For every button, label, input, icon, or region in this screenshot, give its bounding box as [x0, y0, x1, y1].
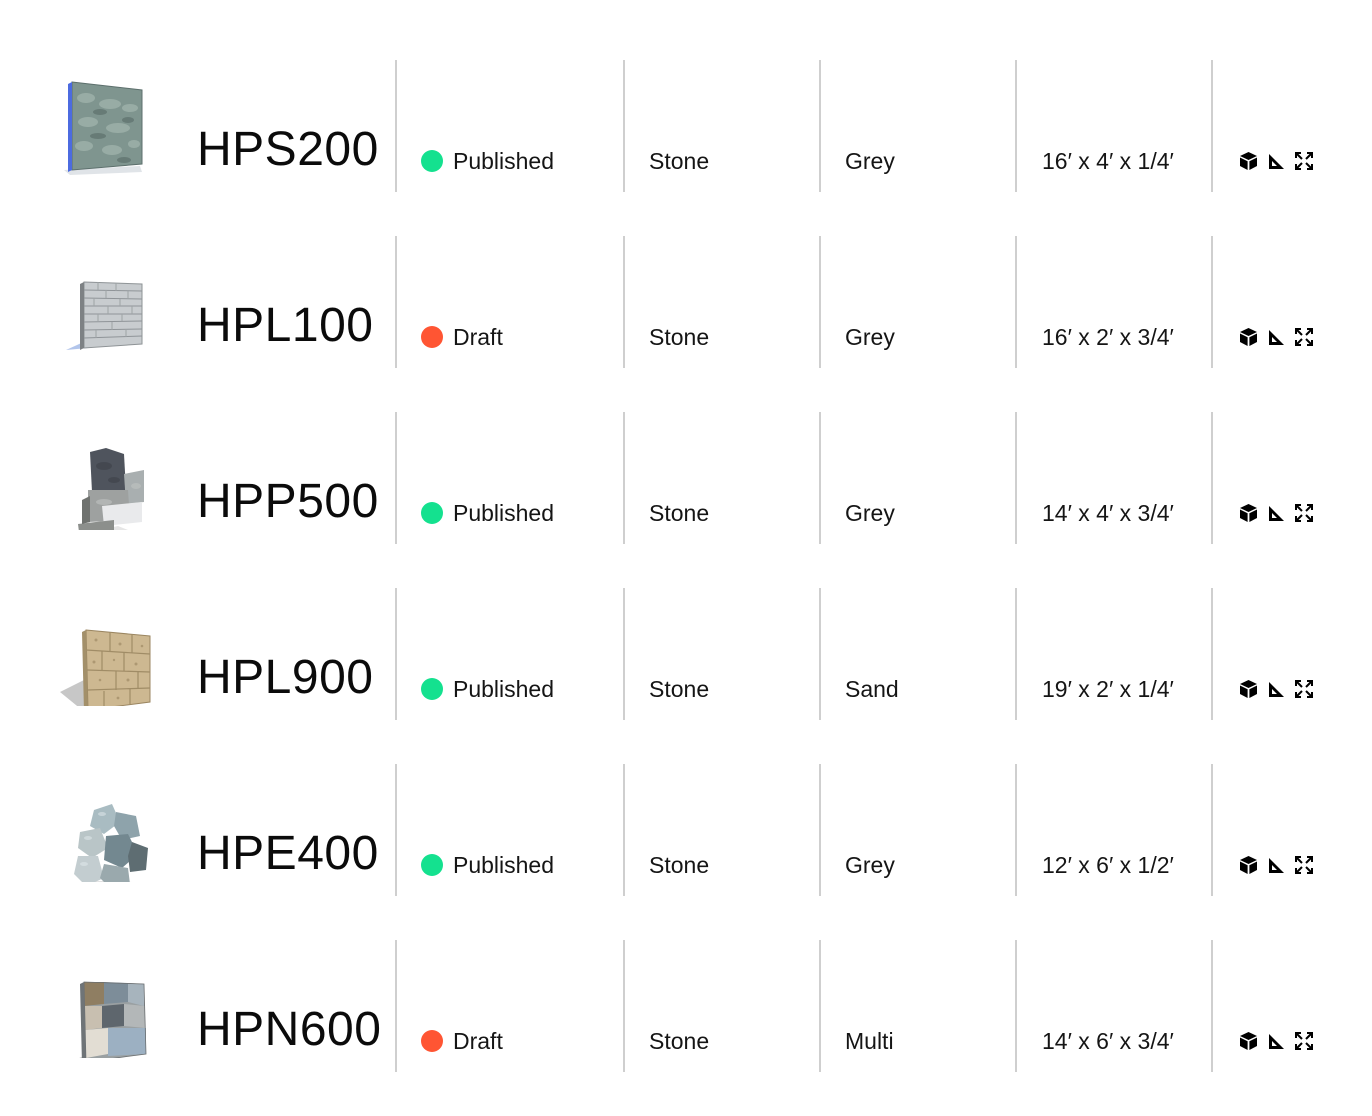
- column-divider: [1211, 588, 1213, 720]
- product-thumbnail[interactable]: [58, 254, 158, 354]
- dimensions-cell: 19′ x 2′ x 1/4′: [1042, 676, 1174, 702]
- status-dot-published: [421, 678, 443, 700]
- color-cell: Multi: [845, 1028, 894, 1054]
- cube-icon[interactable]: [1238, 327, 1258, 347]
- column-divider: [1211, 764, 1213, 896]
- status-label: Published: [453, 852, 555, 878]
- dimensions-cell: 12′ x 6′ x 1/2′: [1042, 852, 1174, 878]
- material-cell: Stone: [649, 148, 710, 174]
- row-actions: [1238, 855, 1322, 875]
- product-thumbnail[interactable]: [58, 430, 158, 530]
- cube-icon[interactable]: [1238, 503, 1258, 523]
- column-divider: [1211, 412, 1213, 544]
- color-cell: Grey: [845, 148, 895, 174]
- expand-icon[interactable]: [1294, 1031, 1314, 1051]
- set-square-icon[interactable]: [1266, 503, 1286, 523]
- column-divider: [623, 764, 625, 896]
- status-label: Draft: [453, 324, 503, 350]
- column-divider: [1015, 764, 1017, 896]
- column-divider: [623, 588, 625, 720]
- status-dot-draft: [421, 1030, 443, 1052]
- cube-icon[interactable]: [1238, 679, 1258, 699]
- column-divider: [395, 764, 397, 896]
- column-divider: [395, 940, 397, 1072]
- column-divider: [1211, 236, 1213, 368]
- product-thumbnail[interactable]: [58, 606, 158, 706]
- color-cell: Grey: [845, 852, 895, 878]
- column-divider: [819, 588, 821, 720]
- expand-icon[interactable]: [1294, 151, 1314, 171]
- column-divider: [1015, 940, 1017, 1072]
- material-cell: Stone: [649, 676, 710, 702]
- column-divider: [1211, 940, 1213, 1072]
- status-cell: [421, 499, 554, 527]
- status-cell: [421, 1027, 503, 1055]
- column-divider: [819, 412, 821, 544]
- column-divider: [623, 236, 625, 368]
- product-sku: HPE400: [197, 827, 379, 880]
- product-thumbnail[interactable]: [58, 782, 158, 882]
- set-square-icon[interactable]: [1266, 1031, 1286, 1051]
- column-divider: [819, 236, 821, 368]
- color-cell: Grey: [845, 500, 895, 526]
- column-divider: [819, 60, 821, 192]
- column-divider: [395, 412, 397, 544]
- product-row[interactable]: [0, 60, 1372, 236]
- status-dot-published: [421, 502, 443, 524]
- row-actions: [1238, 1031, 1322, 1051]
- product-sku: HPL900: [197, 651, 374, 704]
- cube-icon[interactable]: [1238, 1031, 1258, 1051]
- material-cell: Stone: [649, 852, 710, 878]
- status-cell: [421, 323, 503, 351]
- product-thumbnail[interactable]: [58, 958, 158, 1058]
- color-cell: Sand: [845, 676, 899, 702]
- column-divider: [1015, 588, 1017, 720]
- set-square-icon[interactable]: [1266, 151, 1286, 171]
- material-cell: Stone: [649, 500, 710, 526]
- set-square-icon[interactable]: [1266, 679, 1286, 699]
- dimensions-cell: 14′ x 6′ x 3/4′: [1042, 1028, 1174, 1054]
- column-divider: [395, 588, 397, 720]
- product-sku: HPN600: [197, 1003, 382, 1056]
- row-actions: [1238, 327, 1322, 347]
- row-actions: [1238, 151, 1322, 171]
- status-label: Published: [453, 676, 555, 702]
- column-divider: [1015, 60, 1017, 192]
- cube-icon[interactable]: [1238, 855, 1258, 875]
- product-sku: HPS200: [197, 123, 379, 176]
- row-actions: [1238, 503, 1322, 523]
- expand-icon[interactable]: [1294, 855, 1314, 875]
- expand-icon[interactable]: [1294, 327, 1314, 347]
- status-cell: [421, 147, 554, 175]
- set-square-icon[interactable]: [1266, 855, 1286, 875]
- column-divider: [819, 940, 821, 1072]
- status-cell: [421, 675, 554, 703]
- product-row[interactable]: [0, 236, 1372, 412]
- color-cell: Grey: [845, 324, 895, 350]
- column-divider: [1015, 412, 1017, 544]
- product-row[interactable]: [0, 940, 1372, 1116]
- dimensions-cell: 14′ x 4′ x 3/4′: [1042, 500, 1174, 526]
- set-square-icon[interactable]: [1266, 327, 1286, 347]
- product-sku: HPP500: [197, 475, 379, 528]
- column-divider: [623, 60, 625, 192]
- column-divider: [623, 412, 625, 544]
- expand-icon[interactable]: [1294, 503, 1314, 523]
- expand-icon[interactable]: [1294, 679, 1314, 699]
- column-divider: [1015, 236, 1017, 368]
- status-cell: [421, 851, 554, 879]
- dimensions-cell: 16′ x 2′ x 3/4′: [1042, 324, 1174, 350]
- material-cell: Stone: [649, 1028, 710, 1054]
- status-dot-published: [421, 150, 443, 172]
- product-sku: HPL100: [197, 299, 374, 352]
- column-divider: [395, 60, 397, 192]
- product-row[interactable]: [0, 764, 1372, 940]
- status-dot-draft: [421, 326, 443, 348]
- cube-icon[interactable]: [1238, 151, 1258, 171]
- status-dot-published: [421, 854, 443, 876]
- status-label: Draft: [453, 1028, 503, 1054]
- column-divider: [395, 236, 397, 368]
- material-cell: Stone: [649, 324, 710, 350]
- row-actions: [1238, 679, 1322, 699]
- dimensions-cell: 16′ x 4′ x 1/4′: [1042, 148, 1174, 174]
- product-row[interactable]: [0, 588, 1372, 764]
- column-divider: [623, 940, 625, 1072]
- product-row[interactable]: [0, 412, 1372, 588]
- product-thumbnail[interactable]: [58, 78, 158, 178]
- status-label: Published: [453, 148, 555, 174]
- column-divider: [819, 764, 821, 896]
- status-label: Published: [453, 500, 555, 526]
- column-divider: [1211, 60, 1213, 192]
